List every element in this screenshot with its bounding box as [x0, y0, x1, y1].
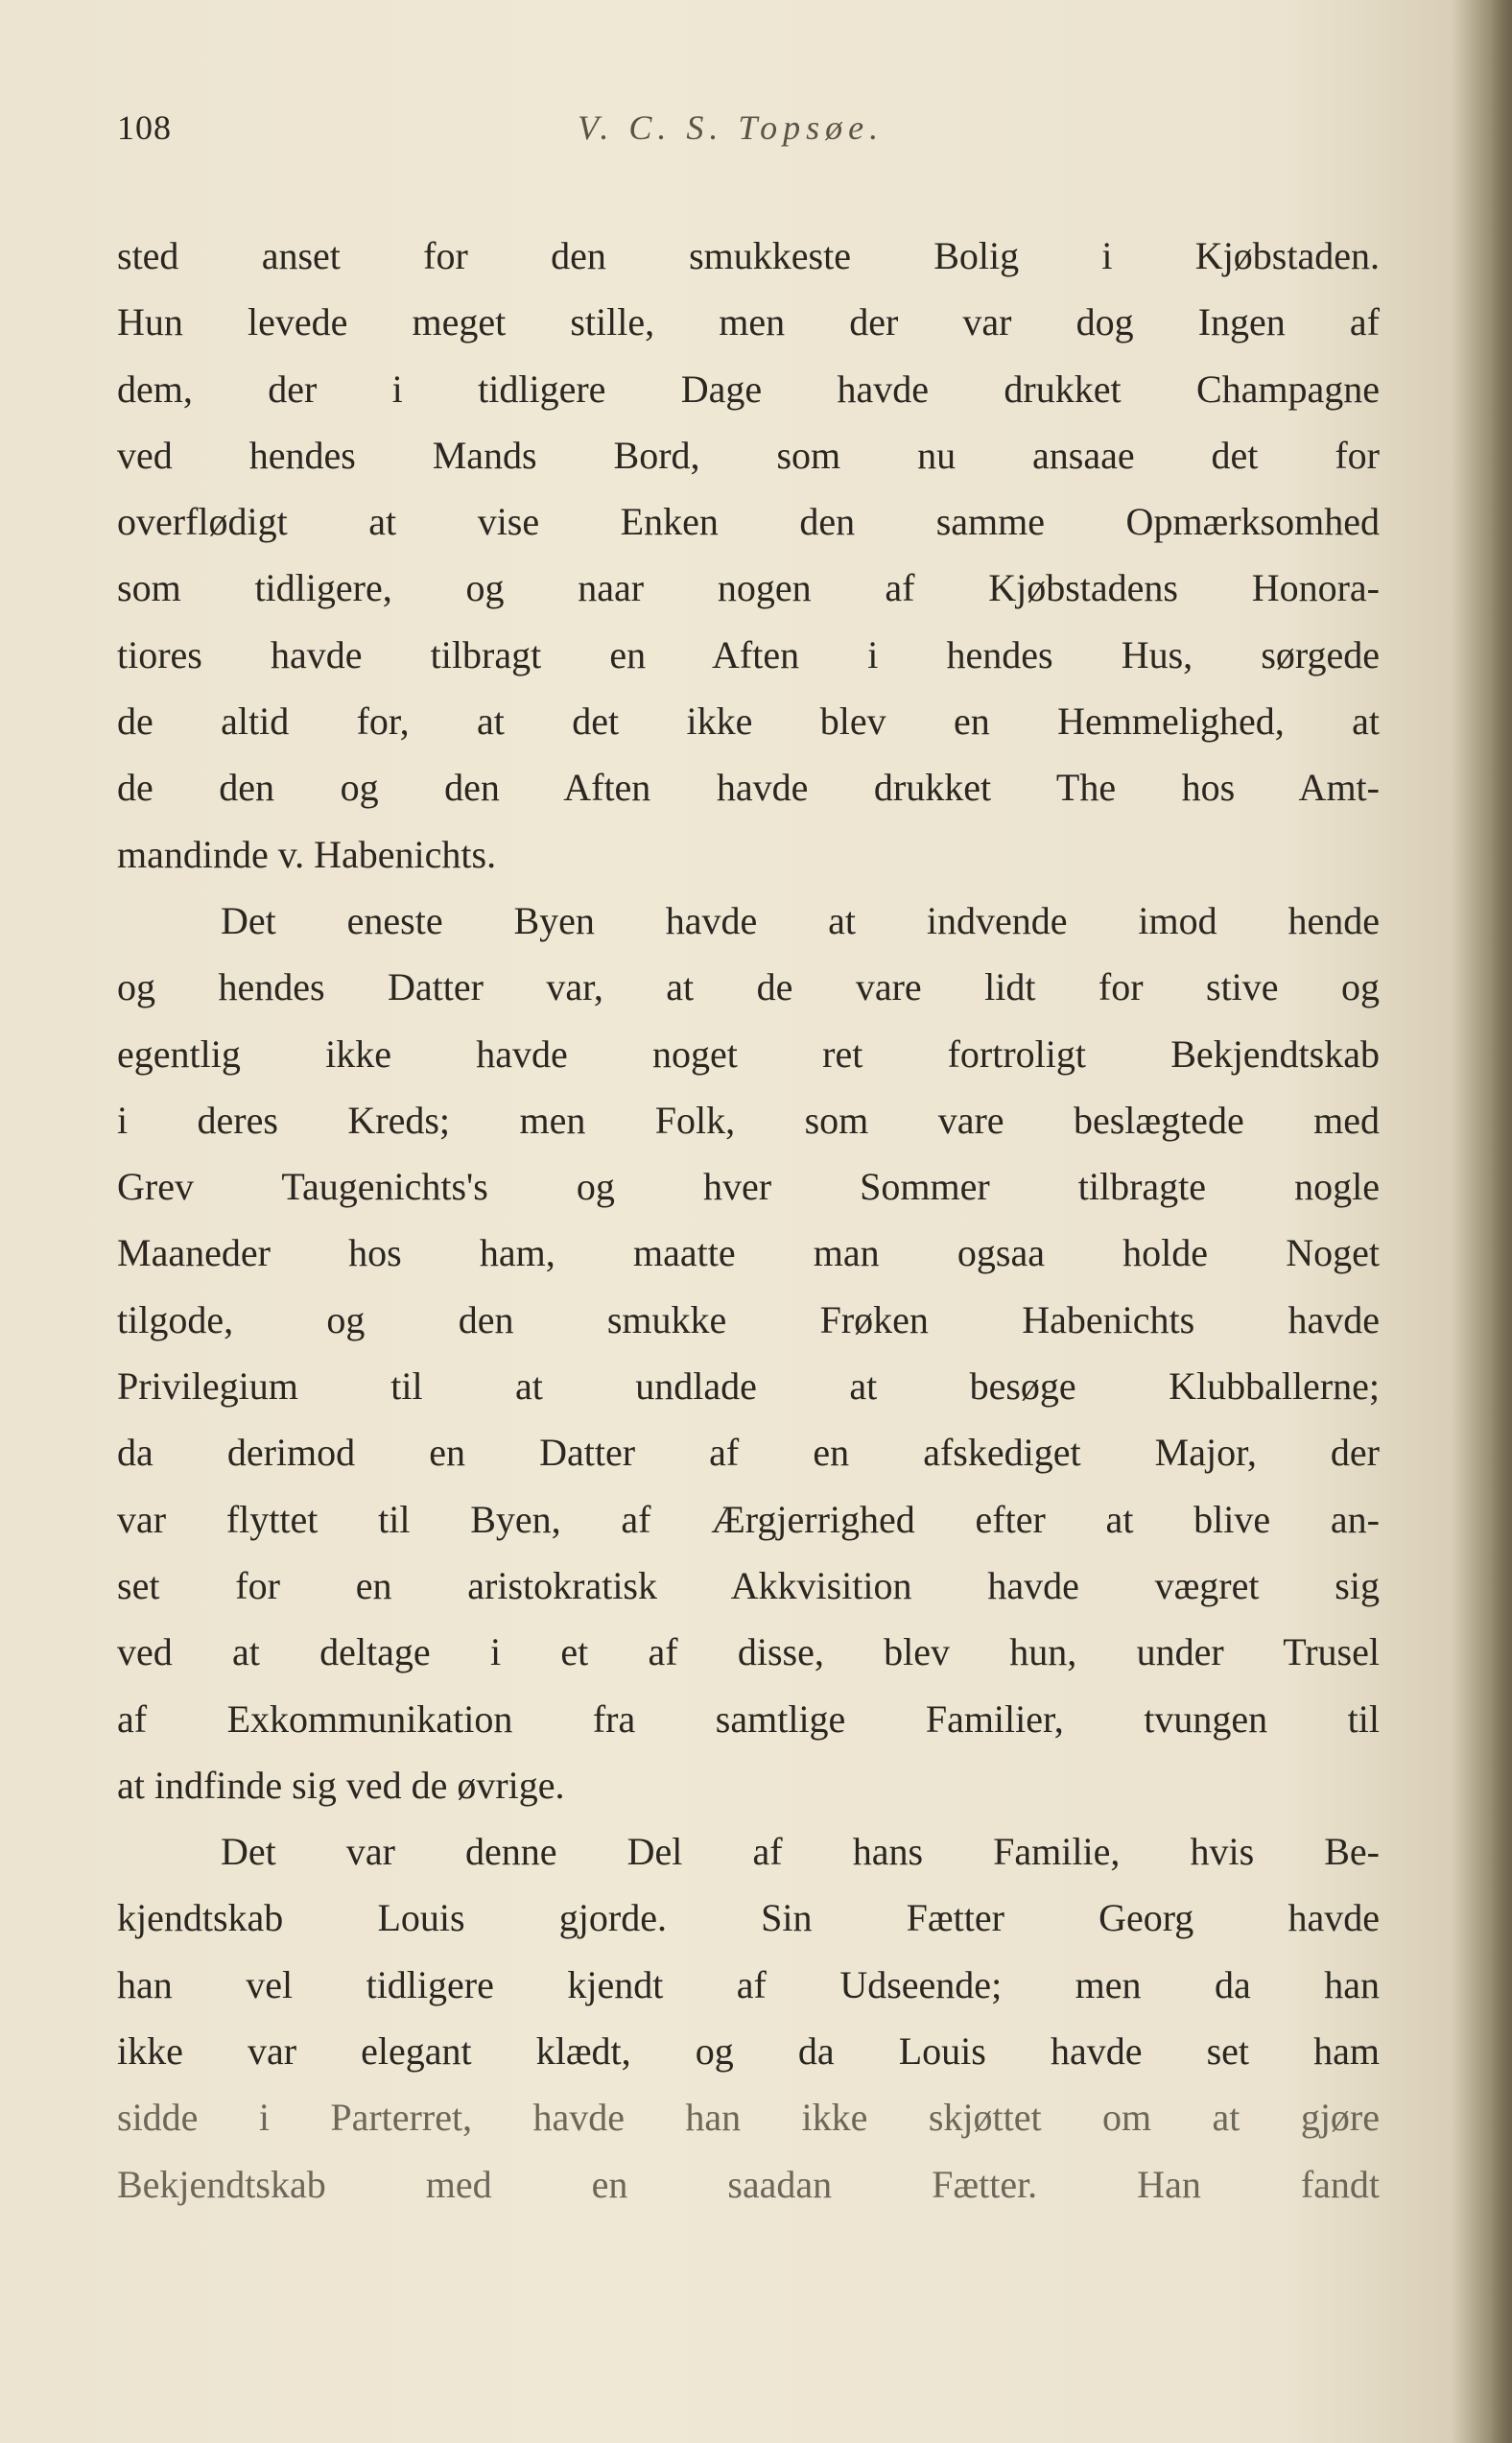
text-line: de altid for, at det ikke blev en Hemmelighed, at [117, 700, 1380, 744]
text-line: sidde i Parterret, havde han ikke skjøttet om at gjøre [117, 2096, 1380, 2140]
text-line: ikke var elegant klædt, og da Louis havde set ham [117, 2029, 1380, 2074]
text-line: sted anset for den smukkeste Bolig i Kjøbstaden. [117, 234, 1380, 277]
text-line: som tidligere, og naar nogen af Kjøbstadens Honora- [117, 566, 1380, 610]
text-line: dem, der i tidligere Dage havde drukket Champagne [117, 367, 1380, 411]
text-line: var flyttet til Byen, af Ærgjerrighed efter at blive an- [117, 1497, 1380, 1541]
text-line: tilgode, og den smukke Frøken Habenichts havde [117, 1297, 1380, 1341]
text-line: Bekjendtskab med en saadan Fætter. Han fandt [117, 2162, 1380, 2206]
text-line: egentlig ikke havde noget ret fortroligt Bekjendtskab [117, 1032, 1380, 1076]
text-line: Det var denne Del af hans Familie, hvis Be- [221, 1830, 1380, 1874]
text-line: at indfinde sig ved de øvrige. [117, 1763, 565, 1807]
text-line: Privilegium til at undlade at besøge Klubballerne; [117, 1364, 1380, 1409]
text-line: Det eneste Byen havde at indvende imod hende [221, 898, 1380, 942]
text-line: tiores havde tilbragt en Aften i hendes Hus, sørgede [117, 632, 1380, 676]
text-line: de den og den Aften havde drukket The hos Amt- [117, 766, 1380, 810]
text-line: Maaneder hos ham, maatte man ogsaa holde Noget [117, 1231, 1380, 1275]
text-line: ved at deltage i et af disse, blev hun, under Trusel [117, 1630, 1380, 1674]
running-head: V. C. S. Topsøe. [578, 108, 885, 147]
text-line: han vel tidligere kjendt af Udseende; men da han [117, 1962, 1380, 2006]
text-line: da derimod en Datter af en afskediget Major, der [117, 1431, 1380, 1475]
text-line: ved hendes Mands Bord, som nu ansaae det for [117, 433, 1380, 477]
text-line: i deres Kreds; men Folk, som vare beslægtede med [117, 1098, 1380, 1142]
text-line: mandinde v. Habenichts. [117, 832, 497, 876]
page-header [117, 107, 1380, 165]
text-line: Hun levede meget stille, men der var dog Ingen af [117, 300, 1380, 344]
text-line: kjendtskab Louis gjorde. Sin Fætter Georg havde [117, 1896, 1380, 1940]
body-text [117, 223, 1380, 2218]
text-line: overflødigt at vise Enken den samme Opmærksomhed [117, 500, 1380, 544]
text-line: og hendes Datter var, at de vare lidt for stive og [117, 965, 1380, 1009]
text-line: set for en aristokratisk Akkvisition havde vægret sig [117, 1563, 1380, 1607]
text-line: af Exkommunikation fra samtlige Familier, tvungen til [117, 1696, 1380, 1741]
page-edge-shadow [1491, 0, 1512, 2443]
page-number: 108 [117, 108, 172, 147]
text-line: Grev Taugenichts's og hver Sommer tilbragte nogle [117, 1165, 1380, 1209]
